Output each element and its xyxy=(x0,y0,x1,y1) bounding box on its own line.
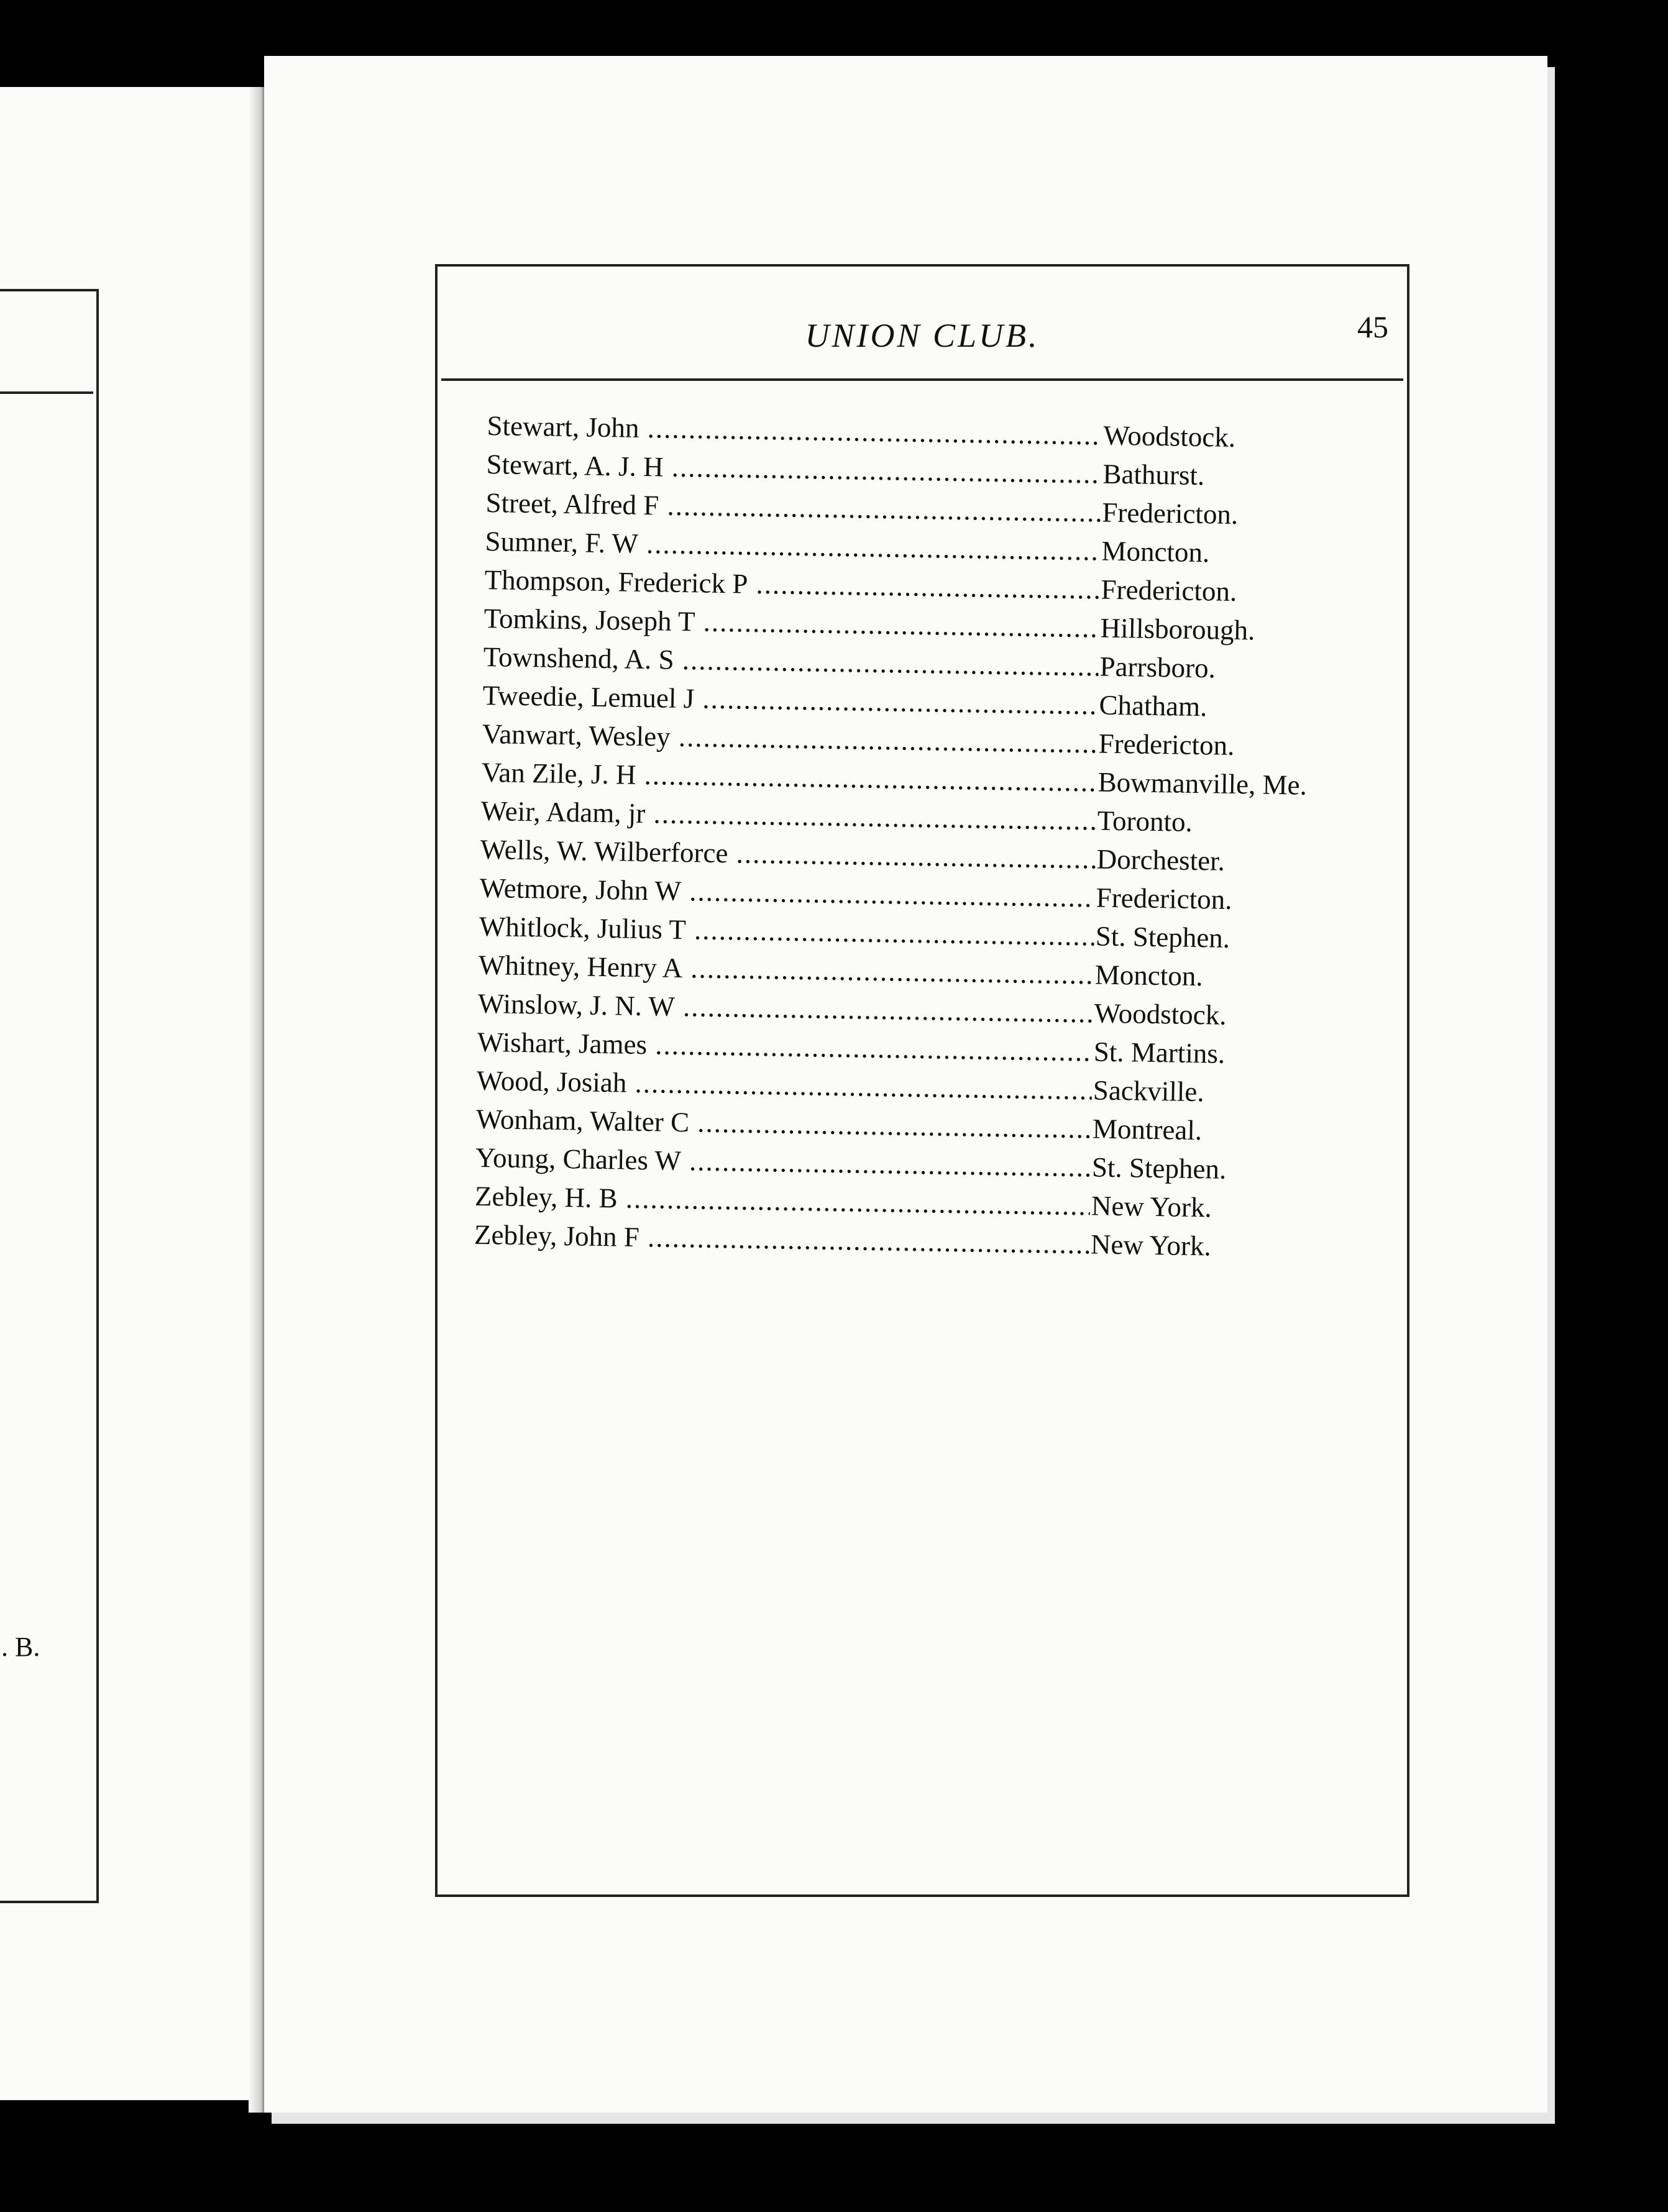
running-header-title: UNION CLUB. xyxy=(805,317,1040,354)
member-place: Parrsboro. xyxy=(1099,651,1216,684)
member-place: St. Stephen. xyxy=(1095,920,1230,954)
member-name: Wells, W. Wilberforce ..... xyxy=(480,833,1096,875)
member-name: Stewart, A. J. H ..... xyxy=(486,448,1102,490)
member-name: Street, Alfred F ..... xyxy=(485,487,1101,529)
member-name: Van Zile, J. H ..... xyxy=(481,756,1097,798)
member-place: New York. xyxy=(1091,1190,1212,1223)
member-place: Sackville. xyxy=(1093,1074,1205,1108)
member-name: Young, Charles W ..... xyxy=(475,1141,1091,1184)
right-page xyxy=(264,56,1547,2113)
member-place: Toronto. xyxy=(1097,805,1193,838)
member-place: Fredericton. xyxy=(1098,728,1235,761)
member-name: Vanwart, Wesley ..... xyxy=(482,718,1097,760)
member-place: Chatham. xyxy=(1099,689,1207,723)
member-place: New York. xyxy=(1090,1228,1212,1262)
member-name: Tweedie, Lemuel J ..... xyxy=(482,679,1098,721)
member-name: Thompson, Frederick P ..... xyxy=(484,564,1100,606)
member-place: Montreal. xyxy=(1092,1113,1203,1146)
member-name: Townshend, A. S ..... xyxy=(483,641,1099,683)
member-place: Fredericton. xyxy=(1101,574,1237,607)
member-place: Fredericton. xyxy=(1102,496,1239,530)
member-name: Whitney, Henry A ..... xyxy=(479,949,1094,991)
member-place: Moncton. xyxy=(1101,535,1210,569)
member-name: Winslow, J. N. W ..... xyxy=(478,987,1094,1030)
member-place: Bathurst. xyxy=(1102,458,1205,491)
member-name: Sumner, F. W ..... xyxy=(485,525,1101,567)
member-place: Woodstock. xyxy=(1094,997,1227,1031)
member-place: Fredericton. xyxy=(1096,882,1232,915)
page-frame xyxy=(435,264,1409,1897)
member-name: Stewart, John ..... xyxy=(487,409,1102,452)
left-page xyxy=(0,87,261,2100)
member-place: Hillsborough. xyxy=(1100,612,1255,646)
member-name: Wetmore, John W ..... xyxy=(479,872,1095,914)
member-place: Bowmanville, Me. xyxy=(1097,766,1308,801)
member-name: Zebley, John F ..... xyxy=(474,1218,1090,1261)
member-name: Zebley, H. B ..... xyxy=(475,1180,1091,1222)
member-place: Moncton. xyxy=(1094,959,1203,992)
member-name: Wood, Josiah ..... xyxy=(477,1064,1093,1107)
member-place: St. Martins. xyxy=(1093,1036,1226,1069)
member-place: St. Stephen. xyxy=(1091,1151,1227,1185)
member-name: Wishart, James ..... xyxy=(477,1026,1093,1068)
member-place: Woodstock. xyxy=(1103,419,1236,453)
member-name: Whitlock, Julius T ..... xyxy=(479,910,1095,953)
left-page-text-fragment: . B. xyxy=(1,1632,40,1662)
member-name: Tomkins, Joseph T ..... xyxy=(483,602,1099,644)
member-list xyxy=(474,409,1332,1270)
page-number: 45 xyxy=(1357,309,1388,344)
member-name: Wonham, Walter C ..... xyxy=(476,1103,1092,1145)
left-page-header-rule xyxy=(0,391,93,394)
header-rule xyxy=(441,378,1403,381)
member-name: Weir, Adam, jr ..... xyxy=(480,795,1096,837)
member-place: Dorchester. xyxy=(1096,843,1226,877)
